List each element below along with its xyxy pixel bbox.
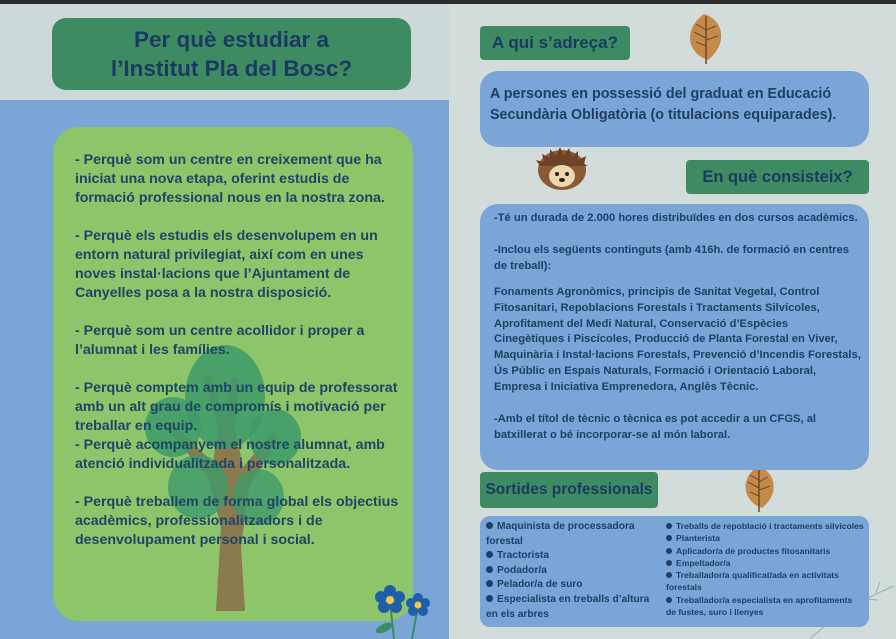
description-access: -Amb el títol de tècnic o tècnica es pot accedir a un CFGS, al batxillerat o bé incorporar-se al món laboral. [494, 413, 817, 441]
career-item: Podador/a [486, 564, 664, 579]
career-item: Tractorista [486, 549, 664, 564]
description-contents-intro: -Inclou els següents continguts (amb 416h. de formació en centres de treball): [494, 243, 849, 272]
audience-heading: A qui s’adreça? [480, 26, 630, 60]
description-box [480, 204, 869, 470]
leaf-icon [676, 10, 732, 66]
hedgehog-icon [536, 146, 588, 192]
reasons-card [53, 127, 413, 621]
career-item: Maquinista de processadora forestal [486, 521, 635, 547]
career-item: Aplicador/a de productes fitosanitaris [666, 545, 864, 557]
description-heading: En què consisteix? [686, 160, 869, 194]
careers-box [480, 516, 869, 627]
career-item: Treballador/a qualificat/ada en activitats forestals [666, 570, 839, 593]
careers-column-2 [664, 520, 864, 627]
career-item: Especialista en treballs d’altura en els arbres [486, 593, 650, 620]
page-title-box [52, 18, 411, 90]
career-item: Treballs de repoblació i tractaments silvícoles [666, 520, 864, 532]
reason-item: - Perquè som un centre en creixement que ha iniciat una nova etapa, oferint estudis de formació professional nous en la nostra zona. [75, 152, 385, 206]
reason-item: - Perquè som un centre acollidor i proper a l’alumnat i les famílies. [75, 323, 365, 358]
career-item: Pelador/a de suro [486, 578, 664, 593]
audience-box [480, 71, 869, 147]
career-item: Treballador/a especialista en aprofitaments de fustes, suro i llenyes [666, 594, 853, 618]
flowers-icon [366, 580, 446, 639]
reason-item: - Perquè acompanyem el nostre alumnat, amb atenció individualitzada i personalitzada. [75, 437, 385, 472]
careers-heading: Sortides professionals [480, 472, 658, 508]
audience-text: A persones en possessió del graduat en Educació Secundària Obligatòria (o titulacions equiparades). [490, 86, 837, 123]
reason-item: - Perquè els estudis els desenvolupem en un entorn natural privilegiat, així com en unes noves instal·lacions que l’Ajuntament de Canyelles posa a la nostra disposició. [75, 228, 378, 301]
career-item: Planterista [666, 532, 864, 544]
career-item: Empeltador/a [666, 557, 864, 569]
page-title: Per què estudiar a l’Institut Pla del Bosc? [110, 27, 353, 81]
description-duration: -Té un durada de 2.000 hores distribuïdes en dos cursos acadèmics. [494, 212, 858, 224]
careers-column-1 [486, 520, 664, 627]
reason-item: - Perquè comptem amb un equip de professorat amb un alt grau de compromís i motivació per treballar en equip. [75, 380, 398, 434]
description-modules: Fonaments Agronòmics, principis de Sanitat Vegetal, Control Fitosanitari, Repoblacions Forestals i Tractaments Silvícoles, Aprofitament del Medi Natural, Conservació d’Espècies Cinegètiques i Piscícoles, Producció de Planta Forestal en Viver, Maquinària i Instal·lacions Forestals, Prevenció d’Incendis Forestals, Ús Públic en Espais Naturals, Formació i Orientació Laboral, Empresa i Iniciativa Emprenedora, Anglès Tècnic. [494, 285, 861, 394]
reasons-list [75, 151, 405, 569]
reason-item: - Perquè treballem de forma global els objectius acadèmics, professionalitzadors i de desenvolupament personal i social. [75, 494, 399, 548]
